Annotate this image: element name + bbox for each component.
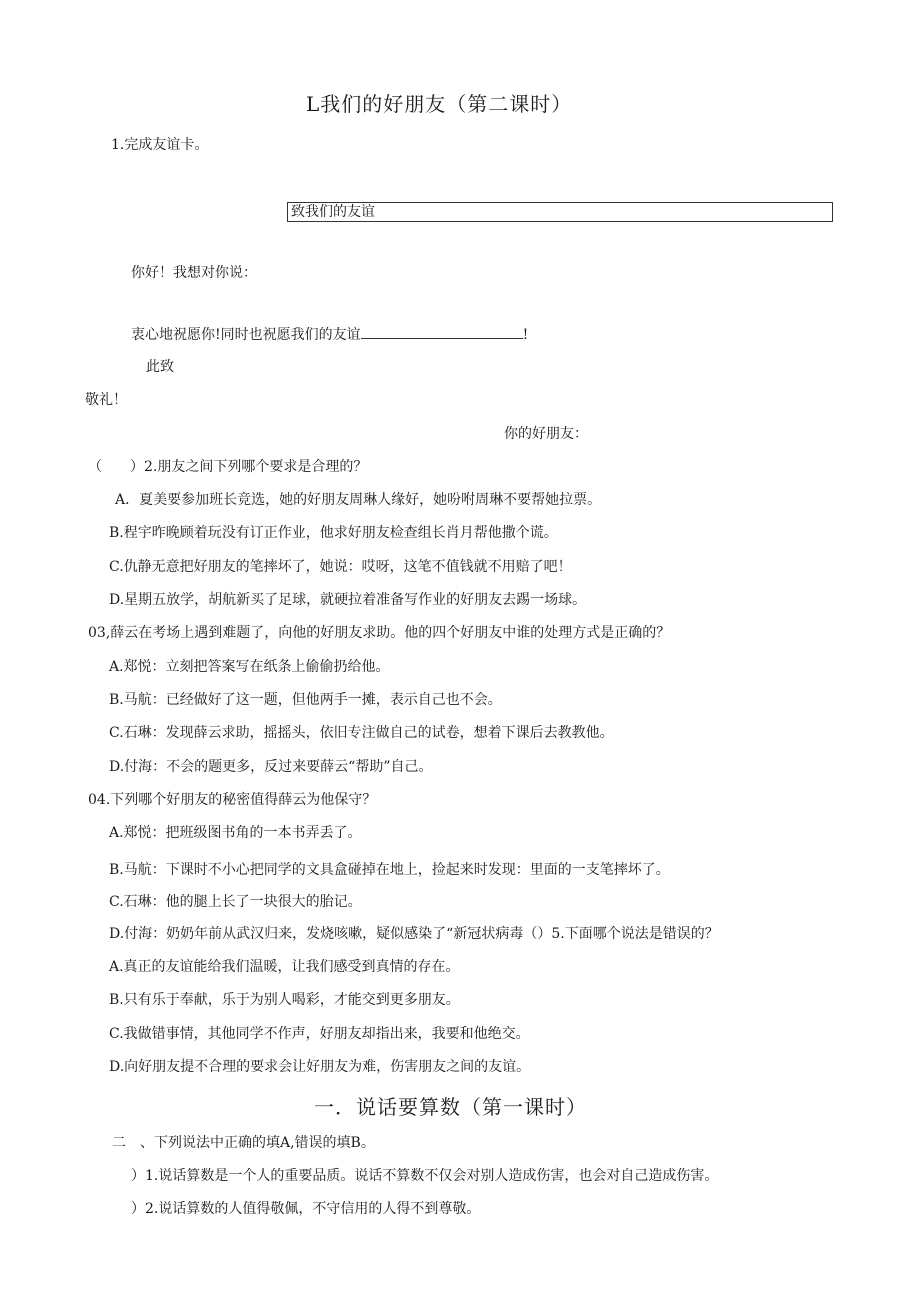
question-2-option: C.仇静无意把好朋友的笔摔坏了，她说：哎呀，这笔不值钱就不用赔了吧！ bbox=[109, 559, 572, 575]
question-4-stem: 04.下列哪个好朋友的秘密值得薛云为他保守？ bbox=[88, 792, 377, 808]
question-4-option: B.马航：下课时不小心把同学的文具盒碰掉在地上，捡起来时发现：里面的一支笔摔坏了。 bbox=[109, 862, 670, 878]
card-greeting: 你好！我想对你说： bbox=[131, 265, 257, 281]
question-2-option: D.星期五放学，胡航新买了足球，就硬拉着准备写作业的好朋友去踢一场球。 bbox=[109, 592, 587, 608]
question-3-option: C.石琳：发现薛云求助，摇摇头，依旧专注做自己的试卷，想着下课后去教教他。 bbox=[109, 725, 614, 741]
question-1: 1.完成友谊卡。 bbox=[111, 137, 209, 153]
card-wish-end: ! bbox=[522, 327, 529, 343]
section2-item: ）2.说话算数的人值得敬佩，不守信用的人得不到尊敬。 bbox=[131, 1201, 481, 1217]
question-4-option: A.郑悦：把班级图书角的一本书弄丢了。 bbox=[109, 825, 362, 841]
card-cizhi: 此致 bbox=[146, 359, 174, 375]
card-jingli: 敬礼！ bbox=[85, 392, 127, 408]
question-5-option: B.只有乐于奉献，乐于为别人喝彩，才能交到更多朋友。 bbox=[109, 992, 460, 1008]
question-3-option: B.马航：已经做好了这一题，但他两手一摊，表示自己也不会。 bbox=[109, 692, 502, 708]
section2-instruction: 二 、下列说法中正确的填A,错误的填B。 bbox=[112, 1135, 375, 1151]
question-2-option: B.程宇昨晚顾着玩没有订正作业，他求好朋友检查组长肖月帮他撒个谎。 bbox=[109, 525, 558, 541]
question-5-option: C.我做错事情，其他同学不作声，好朋友却指出来，我要和他绝交。 bbox=[109, 1026, 530, 1042]
question-4-option: D.付海：奶奶年前从武汉归来，发烧咳嗽，疑似感染了“新冠状病毒（）5.下面哪个说法是错误的？ bbox=[109, 926, 719, 942]
question-3-stem: 03,薛云在考场上遇到难题了，向他的好朋友求助。他的四个好朋友中谁的处理方式是正确的？ bbox=[88, 625, 671, 641]
section2-title: 一．说话要算数（第一课时） bbox=[314, 1095, 587, 1119]
section2-item: ）1.说话算数是一个人的重要品质。说话不算数不仅会对别人造成伤害，也会对自己造成伤害。 bbox=[131, 1168, 719, 1184]
question-3-option: D.付海：不会的题更多，反过来要薛云“帮助”自己。 bbox=[109, 759, 433, 775]
question-3-option: A.郑悦：立刻把答案写在纸条上偷偷扔给他。 bbox=[109, 659, 390, 675]
question-2-stem: （ ）2.朋友之间下列哪个要求是合理的？ bbox=[88, 459, 368, 475]
card-heading: 致我们的友谊 bbox=[291, 204, 375, 220]
question-2-option: A．夏美要参加班长竞选，她的好朋友周琳人缘好，她吩咐周琳不要帮她拉票。 bbox=[115, 492, 602, 508]
section1-title: L我们的好朋友（第二课时） bbox=[306, 92, 573, 116]
question-5-option: A.真正的友谊能给我们温暖，让我们感受到真情的存在。 bbox=[109, 959, 460, 975]
card-wish bbox=[131, 325, 528, 344]
card-signature: 你的好朋友： bbox=[504, 426, 588, 442]
question-4-option: C.石琳：他的腿上长了一块很大的胎记。 bbox=[109, 894, 362, 910]
card-wish-text: 衷心地祝愿你!同时也祝愿我们的友谊 bbox=[131, 327, 361, 343]
fill-blank[interactable] bbox=[361, 325, 523, 339]
friendship-card-heading-box bbox=[287, 202, 833, 222]
question-5-option: D.向好朋友提不合理的要求会让好朋友为难，伤害朋友之间的友谊。 bbox=[109, 1059, 531, 1075]
